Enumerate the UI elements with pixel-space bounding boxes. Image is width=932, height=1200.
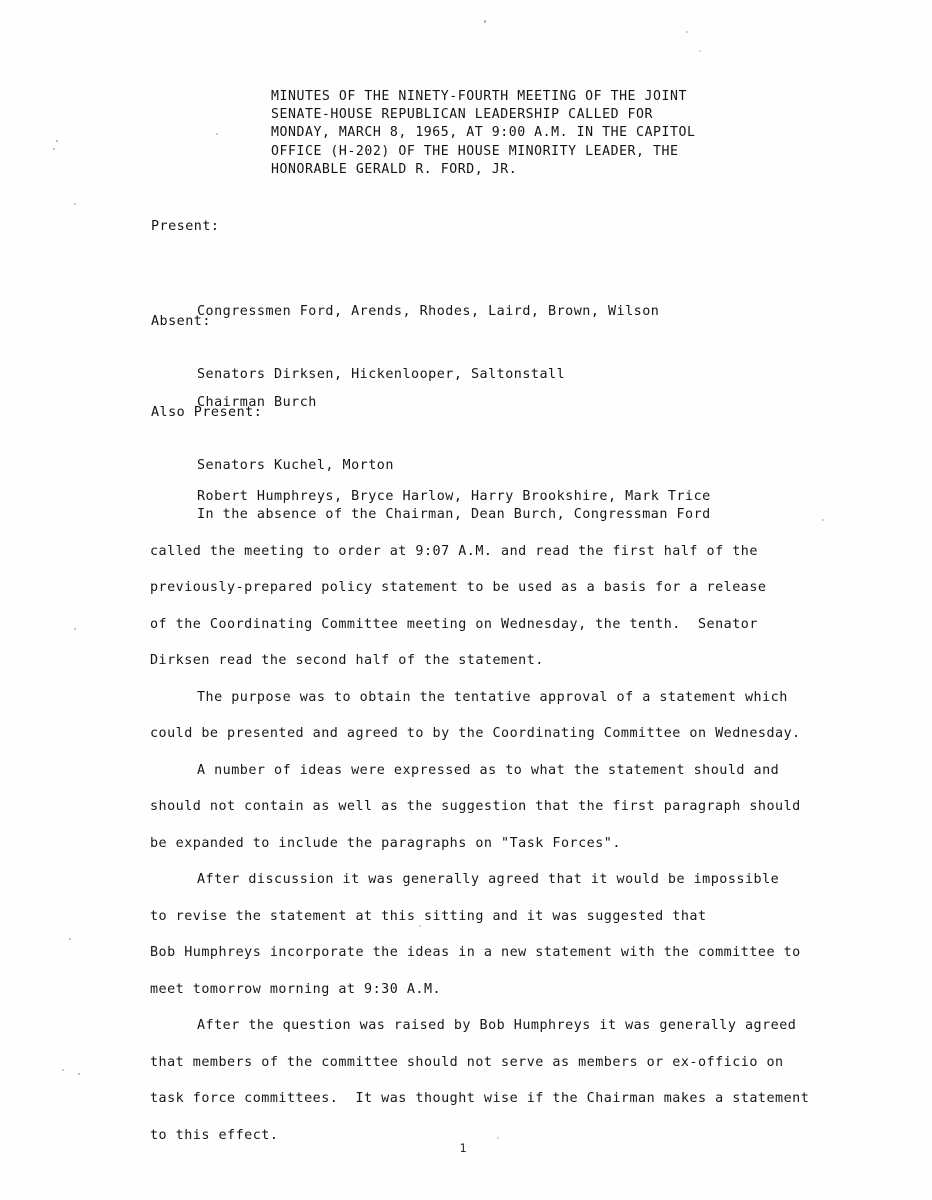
scan-speck bbox=[74, 203, 76, 205]
body-line: of the Coordinating Committee meeting on Wednesday, the tenth. Senator bbox=[150, 616, 758, 632]
scan-speck bbox=[53, 148, 55, 150]
body-line: meet tomorrow morning at 9:30 A.M. bbox=[150, 981, 442, 997]
body-line: to revise the statement at this sitting and it was suggested that bbox=[150, 908, 707, 924]
scan-speck bbox=[484, 20, 486, 23]
section-label-also-present: Also Present: bbox=[151, 405, 263, 420]
body-line: should not contain as well as the suggestion that the first paragraph should bbox=[150, 799, 801, 814]
heading-line: SENATE-HOUSE REPUBLICAN LEADERSHIP CALLED FOR bbox=[271, 107, 654, 123]
body-line: called the meeting to order at 9:07 A.M. and read the first half of the bbox=[150, 543, 758, 559]
body-line: After the question was raised by Bob Humphreys it was generally agreed bbox=[197, 1018, 797, 1033]
page-number-value: 1 bbox=[459, 1141, 467, 1155]
document-body bbox=[150, 497, 890, 1154]
body-line: that members of the committee should not serve as members or ex-officio on bbox=[150, 1054, 784, 1070]
body-line: task force committees. It was thought wise if the Chairman makes a statement bbox=[150, 1091, 810, 1106]
scan-speck bbox=[686, 31, 688, 33]
roster-line: Senators Kuchel, Morton bbox=[197, 458, 394, 473]
roster-line: Senators Dirksen, Hickenlooper, Saltonstall bbox=[197, 367, 566, 382]
section-label-present: Present: bbox=[151, 219, 220, 234]
body-line: could be presented and agreed to by the Coordinating Committee on Wednesday. bbox=[150, 726, 801, 741]
body-line: A number of ideas were expressed as to what the statement should and bbox=[197, 762, 780, 778]
scan-speck bbox=[699, 50, 701, 52]
document-heading bbox=[271, 88, 791, 179]
scan-speck bbox=[74, 628, 76, 630]
roster-line: Robert Humphreys, Bryce Harlow, Harry Brookshire, Mark Trice bbox=[197, 489, 711, 504]
section-label-absent: Absent: bbox=[151, 314, 211, 329]
roster-line: Congressmen Ford, Arends, Rhodes, Laird, Brown, Wilson bbox=[197, 304, 660, 319]
scan-speck bbox=[216, 133, 218, 135]
body-line: to this effect. bbox=[150, 1127, 279, 1143]
roster-line: Chairman Burch bbox=[197, 395, 317, 410]
heading-line: HONORABLE GERALD R. FORD, JR. bbox=[271, 161, 518, 177]
heading-line: MONDAY, MARCH 8, 1965, AT 9:00 A.M. IN THE CAPITOL bbox=[271, 125, 696, 141]
body-line: The purpose was to obtain the tentative approval of a statement which bbox=[197, 689, 788, 705]
heading-line: MINUTES OF THE NINETY-FOURTH MEETING OF THE JOINT bbox=[271, 89, 687, 104]
body-line: Dirksen read the second half of the statement. bbox=[150, 653, 544, 668]
body-line: After discussion it was generally agreed that it would be impossible bbox=[197, 872, 780, 887]
scan-speck bbox=[69, 938, 71, 940]
scan-speck bbox=[62, 1069, 64, 1071]
scan-speck bbox=[78, 1073, 80, 1075]
heading-line: OFFICE (H-202) OF THE HOUSE MINORITY LEADER, THE bbox=[271, 143, 679, 159]
body-line: Bob Humphreys incorporate the ideas in a new statement with the committee to bbox=[150, 945, 801, 960]
body-line: previously-prepared policy statement to be used as a basis for a release bbox=[150, 580, 767, 595]
body-line: In the absence of the Chairman, Dean Burch, Congressman Ford bbox=[197, 507, 711, 522]
page-number bbox=[0, 1141, 932, 1155]
body-line: be expanded to include the paragraphs on "Task Forces". bbox=[150, 835, 621, 851]
scan-speck bbox=[56, 140, 58, 142]
